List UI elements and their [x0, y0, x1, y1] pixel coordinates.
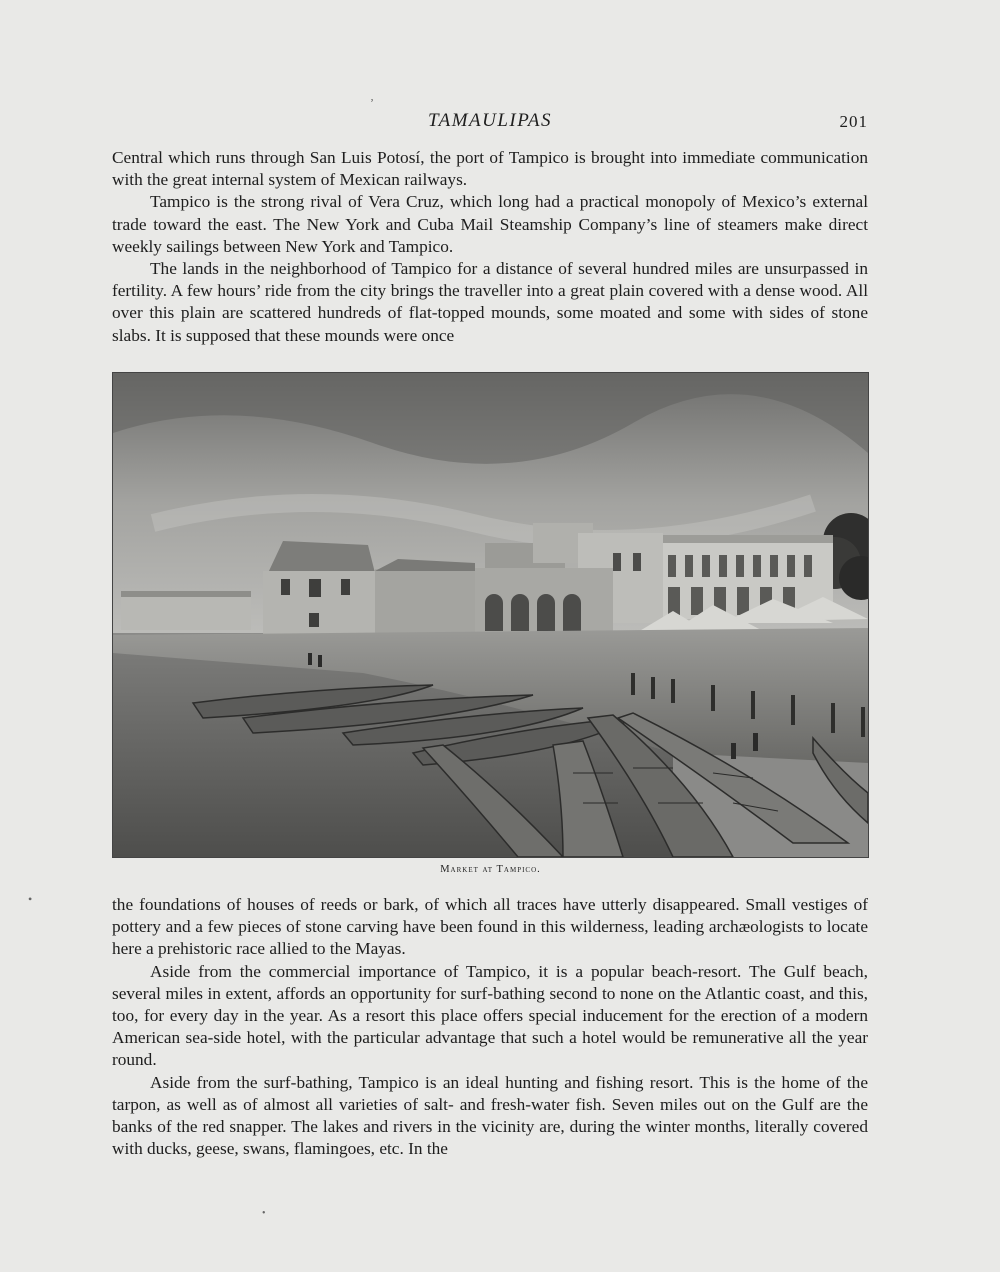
paragraph: Aside from the commercial importance of Tampico, it is a popular beach-resort. The Gulf beach, several miles in extent, affords an opportunity for surf-bathing second to none on the Atlantic coast, and this, too, for every day in the year. As a resort this place offers special inducement for the erection of a modern American sea-side hotel, with the particular advantage that such a hotel would be remunerative all the year round.: [112, 961, 868, 1070]
running-head: [112, 110, 868, 136]
market-photograph: [112, 372, 869, 858]
paragraph: the foundations of houses of reeds or bark, of which all traces have utterly disappeared. Small vestiges of pottery and a few pieces of stone carving have been found in this wilderness, leading archæologists to locate here a prehistoric race allied to the Mayas.: [112, 895, 868, 959]
photograph-illustration: [113, 373, 868, 857]
ink-speck: •: [262, 1208, 266, 1219]
ink-speck: •: [28, 892, 33, 906]
paragraph: Central which runs through San Luis Potosí, the port of Tampico is brought into immediate communication with the great internal system of Mexican railways.: [112, 148, 868, 190]
page-number: 201: [839, 112, 868, 131]
paragraph: The lands in the neighborhood of Tampico for a distance of several hundred miles are unsurpassed in fertility. A few hours’ ride from the city brings the traveller into a great plain covered with a dense wood. All over this plain are scattered hundreds of flat-topped mounds, some moated and some with sides of stone slabs. It is supposed that these mounds were once: [112, 259, 868, 345]
text-block-bottom: [112, 894, 868, 1160]
figure-caption: Market at Tampico.: [440, 864, 541, 875]
paragraph: Tampico is the strong rival of Vera Cruz, which long had a practical monopoly of Mexico’s external trade toward the east. The New York and Cuba Mail Steamship Company’s line of steamers make direct weekly sailings between New York and Tampico.: [112, 192, 868, 256]
text-block-top: [112, 147, 868, 347]
paragraph: Aside from the surf-bathing, Tampico is an ideal hunting and fishing resort. This is the home of the tarpon, as well as of almost all varieties of salt- and fresh-water fish. Seven miles out on the Gulf are the banks of the red snapper. The lakes and rivers in the vicinity are, during the winter months, literally covered with ducks, geese, swans, flamingoes, etc. In the: [112, 1072, 868, 1159]
ink-speck: ʼ: [370, 96, 374, 110]
running-title: TAMAULIPAS: [427, 110, 553, 131]
